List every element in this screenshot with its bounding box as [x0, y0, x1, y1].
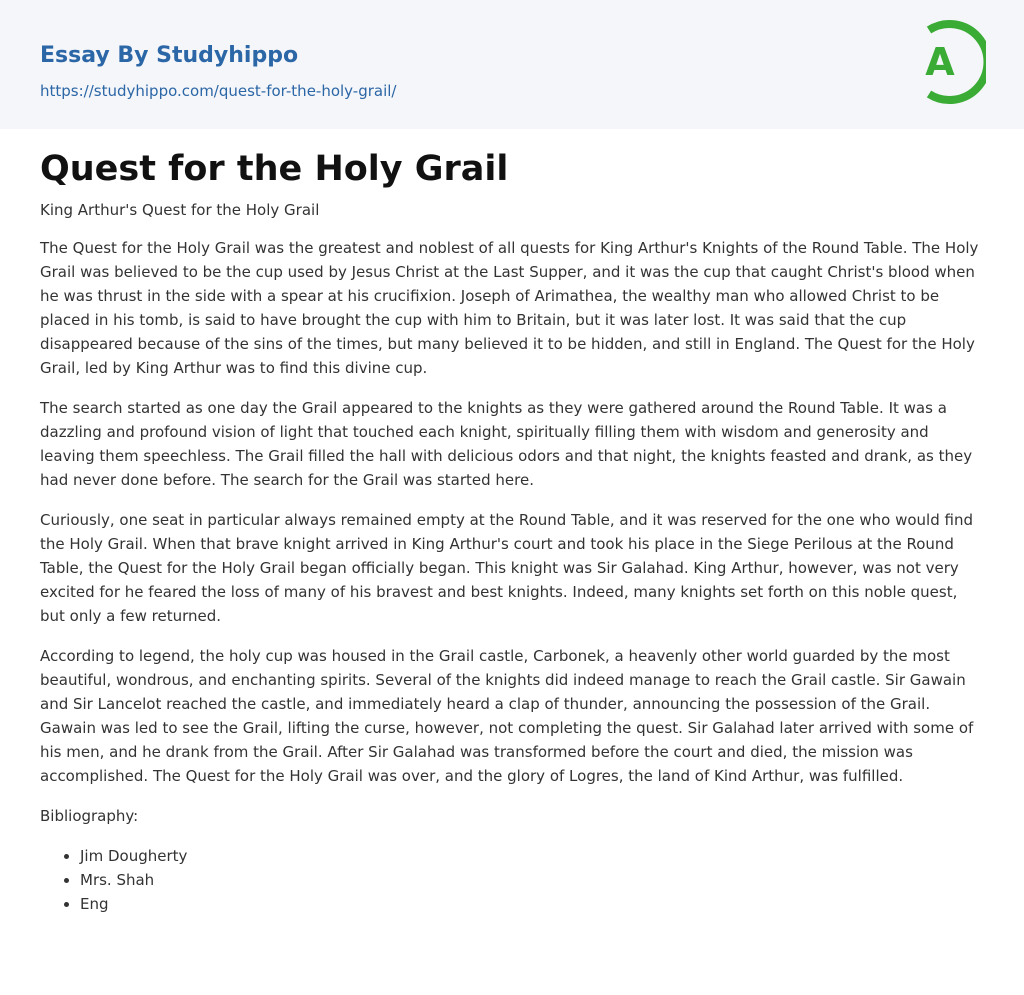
source-url-link[interactable]: https://studyhippo.com/quest-for-the-holy-grail/ [40, 82, 397, 100]
bibliography-item: • Mrs. Shah [80, 868, 984, 892]
page-title: Quest for the Holy Grail [40, 149, 509, 189]
bibliography-list [40, 844, 984, 916]
brand-title: Essay By Studyhippo [40, 43, 299, 68]
bibliography-item: • Jim Dougherty [80, 844, 984, 868]
article-subtitle: King Arthur's Quest for the Holy Grail [40, 201, 320, 219]
site-header [0, 0, 1024, 129]
bibliography-item: • Eng [80, 892, 984, 916]
paragraph: The Quest for the Holy Grail was the greatest and noblest of all quests for King Arthur's Knights of the Round Table. The Holy Grail was believed to be the cup used by Jesus Christ at the Last Supper, and it was the cup that caught Christ's blood when he was thrust in the side with a spear at his crucifixion. Joseph of Arimathea, the wealthy man who allowed Christ to be placed in his tomb, is said to have brought the cup with him to Britain, but it was later lost. It was said that the cup disappeared because of the sins of the times, but many believed it to be hidden, and still in England. The Quest for the Holy Grail, led by King Arthur was to find this divine cup. [40, 239, 979, 377]
bibliography-label: Bibliography: [40, 807, 139, 825]
paragraph: Curiously, one seat in particular always remained empty at the Round Table, and it was reserved for the one who would find the Holy Grail. When that brave knight arrived in King Arthur's court and took his place in the Siege Perilous at the Round Table, the Quest for the Holy Grail began officially began. This knight was Sir Galahad. King Arthur, however, was not very excited for he feared the loss of many of his bravest and best knights. Indeed, many knights set forth on this noble quest, but only a few returned. [40, 511, 973, 625]
paragraph: According to legend, the holy cup was housed in the Grail castle, Carbonek, a heavenly other world guarded by the most beautiful, wondrous, and enchanting spirits. Several of the knights did indeed manage to reach the Grail castle. Sir Gawain and Sir Lancelot reached the castle, and immediately heard a clap of thunder, announcing the possession of the Grail. Gawain was led to see the Grail, lifting the curse, however, not completing the quest. Sir Galahad later arrived with some of his men, and he drank from the Grail. After Sir Galahad was transformed before the court and died, the mission was accomplished. The Quest for the Holy Grail was over, and the glory of Logres, the land of Kind Arthur, was fulfilled. [40, 647, 974, 785]
paragraph: The search started as one day the Grail appeared to the knights as they were gathered around the Round Table. It was a dazzling and profound vision of light that touched each knight, spiritually filling them with wisdom and generosity and leaving them speechless. The Grail filled the hall with delicious odors and that night, the knights feasted and drank, as they had never done before. The search for the Grail was started here. [40, 399, 973, 489]
studyhippo-logo-icon[interactable] [914, 18, 986, 106]
logo-letter: A [925, 40, 955, 84]
article [0, 147, 1024, 916]
